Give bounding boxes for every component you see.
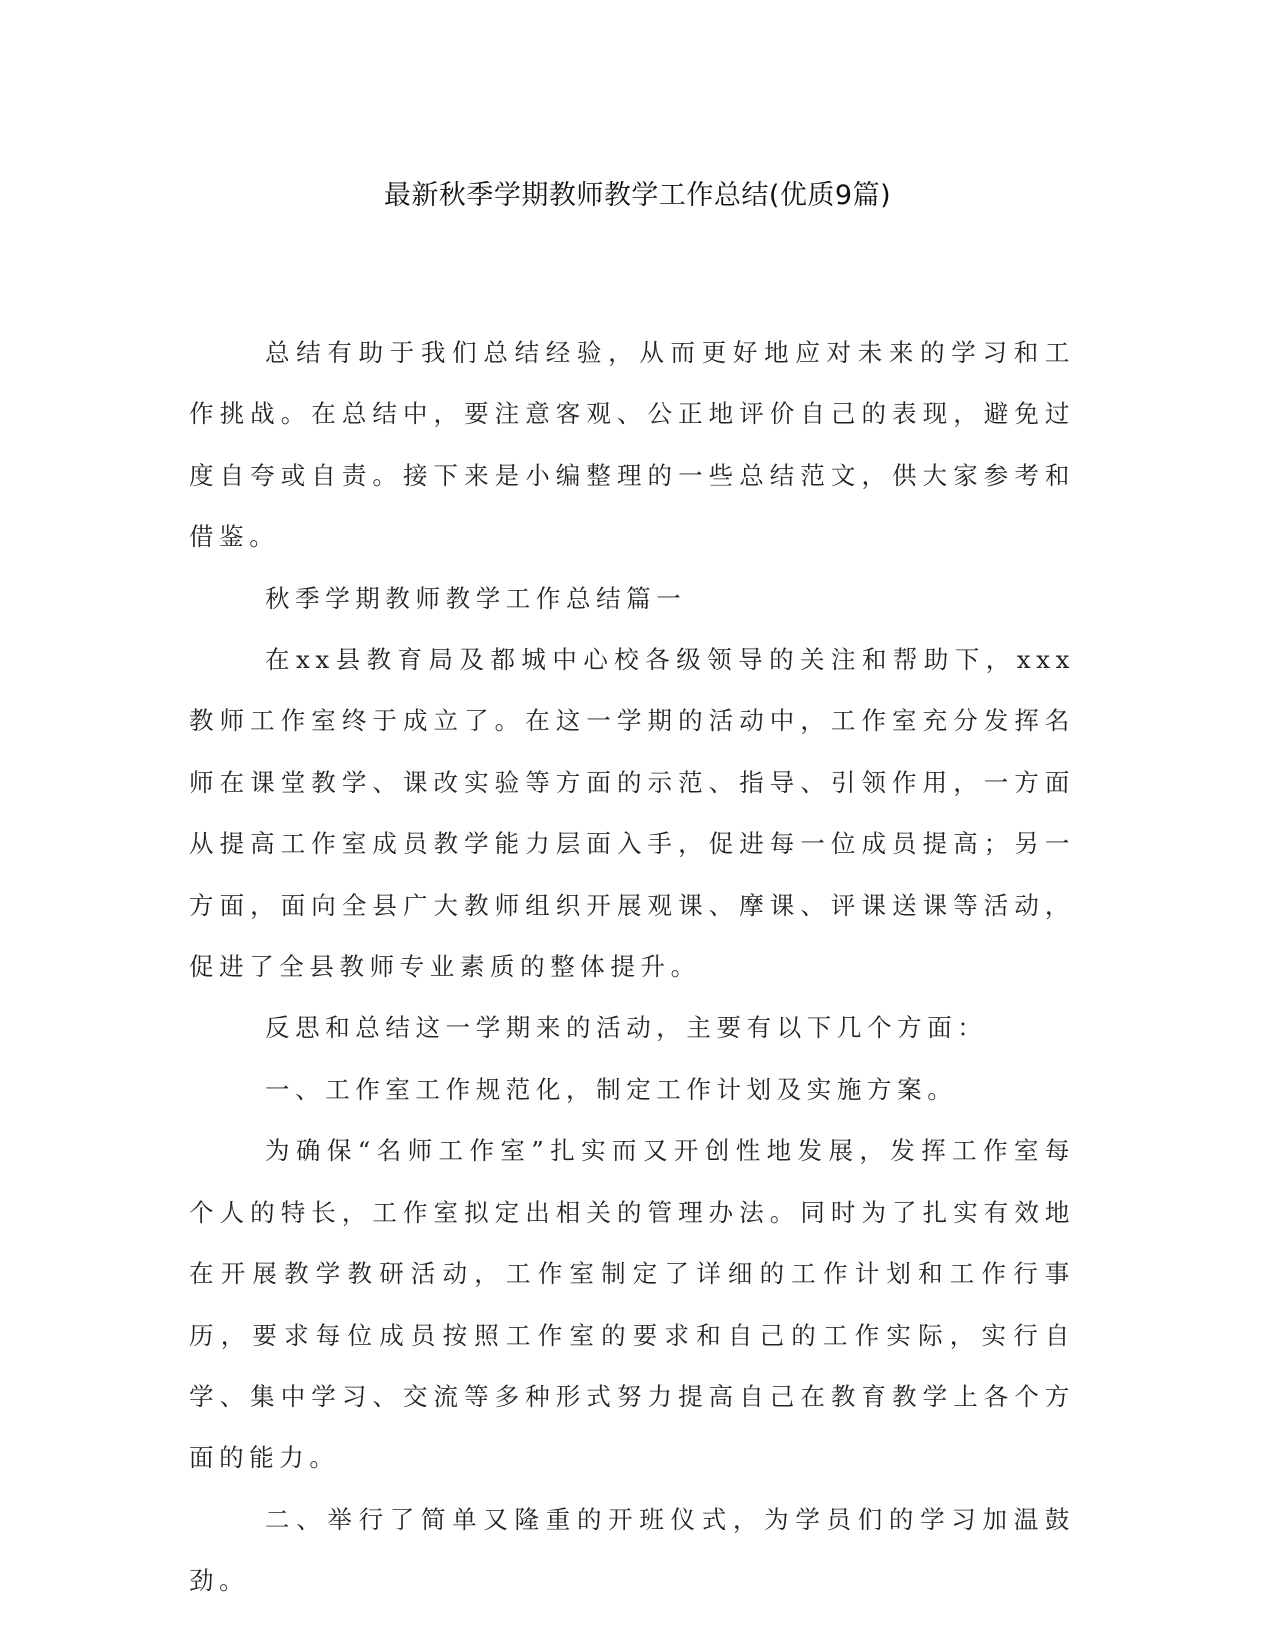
document-title: 最新秋季学期教师教学工作总结(优质9篇) (383, 180, 892, 211)
paragraph-studio-founding: 在xx县教育局及都城中心校各级领导的关注和帮助下，xxx教师工作室终于成立了。在这一学期的活动中，工作室充分发挥名师在课堂教学、课改实验等方面的示范、指导、引领作用，一方面从提高工作室成员教学能力层面入手，促进每一位成员提高；另一方面，面向全县广大教师组织开展观课、摩课、评课送课等活动，促进了全县教师专业素质的整体提升。 (189, 645, 1075, 982)
document-body (189, 322, 1075, 1612)
paragraph-reflection: 反思和总结这一学期来的活动，主要有以下几个方面： (265, 1013, 988, 1043)
paragraph-point-1: 为确保“名师工作室”扎实而又开创性地发展，发挥工作室每个人的特长，工作室拟定出相关的管理办法。同时为了扎实有效地在开展教学教研活动，工作室制定了详细的工作计划和工作行事历，要求每位成员按照工作室的要求和自己的工作实际，实行自学、集中学习、交流等多种形式努力提高自己在教育教学上各个方面的能力。 (189, 1136, 1075, 1473)
point-heading-2: 二、举行了简单又隆重的开班仪式，为学员们的学习加温鼓劲。 (189, 1504, 1075, 1596)
paragraph-intro: 总结有助于我们总结经验，从而更好地应对未来的学习和工作挑战。在总结中，要注意客观、公正地评价自己的表现，避免过度自夸或自责。接下来是小编整理的一些总结范文，供大家参考和借鉴。 (189, 338, 1075, 552)
point-heading-1: 一、工作室工作规范化，制定工作计划及实施方案。 (265, 1074, 958, 1104)
section-heading-1: 秋季学期教师教学工作总结篇一 (265, 583, 687, 613)
